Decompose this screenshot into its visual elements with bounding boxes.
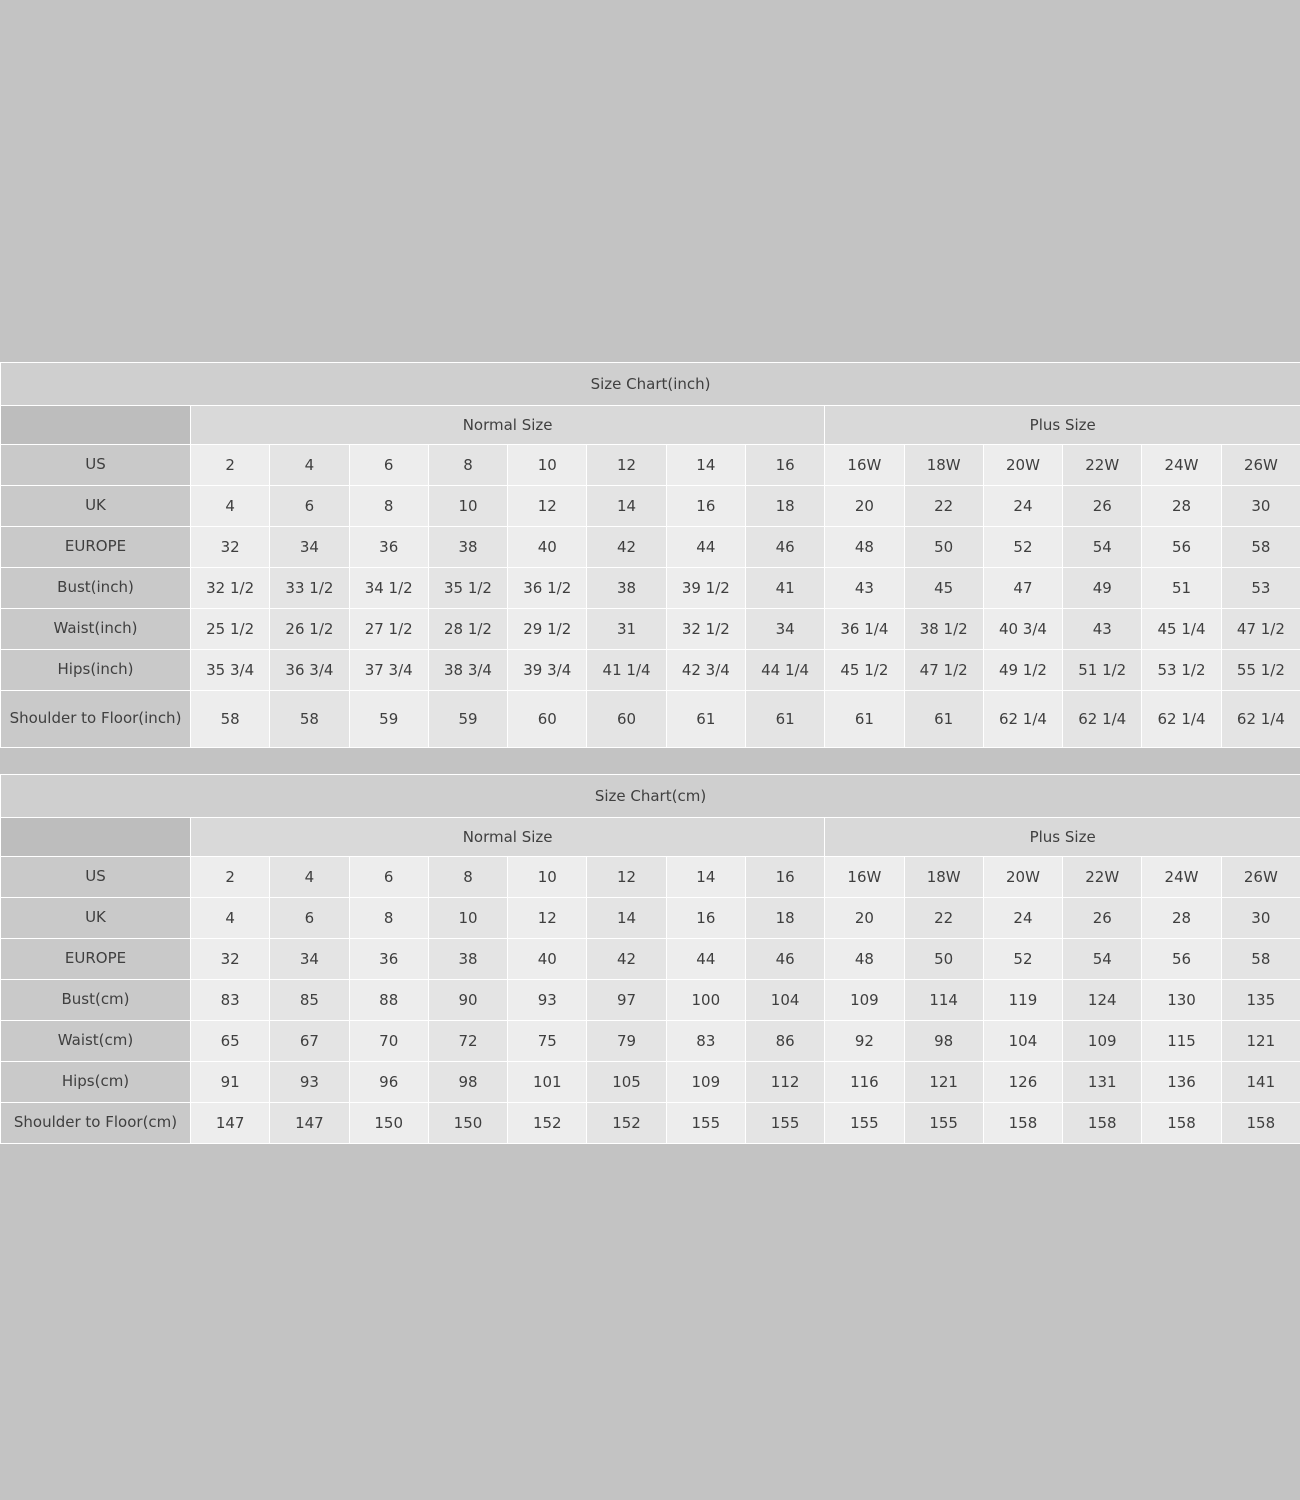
table-cell: 48 [825,939,904,980]
group-header-plus-size: Plus Size [825,818,1300,857]
table-cell: 93 [508,980,587,1021]
table-row [1,568,1300,609]
size-chart-cm [0,774,1300,1144]
chart-title: Size Chart(cm) [1,775,1300,818]
table-cell: 72 [428,1021,507,1062]
table-cell: 150 [349,1103,428,1144]
table-row [1,527,1300,568]
table-cell: 35 1/2 [428,568,507,609]
table-row [1,445,1300,486]
table-cell: 44 [666,527,745,568]
table-cell: 32 [191,939,270,980]
group-header-normal-size: Normal Size [191,818,825,857]
table-cell: 8 [428,857,507,898]
group-header-normal-size: Normal Size [191,406,825,445]
table-cell: 28 [1142,486,1221,527]
table-cell: 152 [587,1103,666,1144]
table-cell: 18 [745,486,824,527]
table-cell: 47 1/2 [1221,609,1300,650]
size-chart-inch [0,362,1300,748]
table-cell: 155 [825,1103,904,1144]
row-label: Bust(inch) [1,568,191,609]
table-cell: 150 [428,1103,507,1144]
table-cell: 51 [1142,568,1221,609]
table-cell: 56 [1142,527,1221,568]
row-label: Hips(cm) [1,1062,191,1103]
table-cell: 8 [428,445,507,486]
table-cell: 26 [1063,486,1142,527]
table-cell: 59 [428,691,507,748]
table-cell: 20 [825,486,904,527]
table-cell: 8 [349,898,428,939]
table-cell: 91 [191,1062,270,1103]
table-cell: 26 [1063,898,1142,939]
table-cell: 147 [191,1103,270,1144]
table-cell: 51 1/2 [1063,650,1142,691]
table-cell: 39 3/4 [508,650,587,691]
table-cell: 36 [349,527,428,568]
row-label: US [1,445,191,486]
table-cell: 16 [745,445,824,486]
table-cell: 58 [1221,527,1300,568]
table-row [1,980,1300,1021]
table-cell: 22 [904,898,983,939]
table-cell: 79 [587,1021,666,1062]
table-title-row [1,363,1300,406]
table-cell: 48 [825,527,904,568]
table-cell: 26W [1221,445,1300,486]
table-cell: 38 [428,939,507,980]
table-row [1,1103,1300,1144]
table-cell: 6 [349,445,428,486]
table-cell: 29 1/2 [508,609,587,650]
table-cell: 42 3/4 [666,650,745,691]
table-cell: 36 [349,939,428,980]
table-cell: 38 [587,568,666,609]
table-cell: 4 [270,445,349,486]
table-cell: 28 [1142,898,1221,939]
table-cell: 44 [666,939,745,980]
table-cell: 50 [904,527,983,568]
table-cell: 12 [508,898,587,939]
table-cell: 40 [508,939,587,980]
table-cell: 28 1/2 [428,609,507,650]
table-cell: 12 [508,486,587,527]
table-cell: 158 [1063,1103,1142,1144]
table-cell: 35 3/4 [191,650,270,691]
table-cell: 2 [191,857,270,898]
table-row [1,939,1300,980]
table-row [1,898,1300,939]
table-cell: 10 [508,445,587,486]
table-cell: 56 [1142,939,1221,980]
table-cell: 30 [1221,486,1300,527]
table-cell: 54 [1063,527,1142,568]
table-cell: 62 1/4 [1221,691,1300,748]
table-cell: 42 [587,939,666,980]
table-cell: 4 [270,857,349,898]
table-cell: 20 [825,898,904,939]
table-cell: 47 1/2 [904,650,983,691]
table-cell: 135 [1221,980,1300,1021]
table-cell: 43 [1063,609,1142,650]
table-cell: 43 [825,568,904,609]
table-row [1,857,1300,898]
row-label: Bust(cm) [1,980,191,1021]
table-cell: 14 [587,898,666,939]
table-cell: 6 [349,857,428,898]
table-cell: 100 [666,980,745,1021]
table-cell: 22 [904,486,983,527]
corner-cell [1,818,191,857]
row-label: Shoulder to Floor(inch) [1,691,191,748]
row-label: Hips(inch) [1,650,191,691]
table-cell: 88 [349,980,428,1021]
table-cell: 16 [666,898,745,939]
table-cell: 41 1/4 [587,650,666,691]
table-cell: 98 [428,1062,507,1103]
table-cell: 97 [587,980,666,1021]
table-cell: 90 [428,980,507,1021]
table-cell: 32 [191,527,270,568]
table-cell: 59 [349,691,428,748]
table-cell: 60 [587,691,666,748]
table-cell: 104 [983,1021,1062,1062]
table-cell: 40 [508,527,587,568]
table-cell: 112 [745,1062,824,1103]
row-label: EUROPE [1,527,191,568]
table-cell: 58 [270,691,349,748]
table-cell: 47 [983,568,1062,609]
table-cell: 4 [191,898,270,939]
table-cell: 16 [745,857,824,898]
table-cell: 25 1/2 [191,609,270,650]
table-cell: 61 [904,691,983,748]
row-label: Shoulder to Floor(cm) [1,1103,191,1144]
row-label: Waist(cm) [1,1021,191,1062]
table-cell: 14 [666,445,745,486]
table-row [1,1062,1300,1103]
table-cell: 158 [983,1103,1062,1144]
table-cell: 158 [1142,1103,1221,1144]
table-cell: 12 [587,445,666,486]
table-cell: 38 1/2 [904,609,983,650]
table-cell: 119 [983,980,1062,1021]
table-cell: 20W [983,857,1062,898]
group-header-row [1,406,1300,445]
table-cell: 33 1/2 [270,568,349,609]
table-cell: 39 1/2 [666,568,745,609]
table-cell: 104 [745,980,824,1021]
table-cell: 58 [191,691,270,748]
table-cell: 49 [1063,568,1142,609]
table-cell: 24W [1142,857,1221,898]
group-header-row [1,818,1300,857]
table-cell: 67 [270,1021,349,1062]
table-cell: 4 [191,486,270,527]
table-cell: 34 [745,609,824,650]
table-cell: 55 1/2 [1221,650,1300,691]
table-cell: 158 [1221,1103,1300,1144]
group-header-plus-size: Plus Size [825,406,1300,445]
table-cell: 36 1/2 [508,568,587,609]
table-cell: 24 [983,486,1062,527]
table-cell: 109 [1063,1021,1142,1062]
table-cell: 12 [587,857,666,898]
table-cell: 18W [904,857,983,898]
row-label: UK [1,486,191,527]
table-cell: 8 [349,486,428,527]
table-cell: 136 [1142,1062,1221,1103]
table-cell: 155 [666,1103,745,1144]
row-label: EUROPE [1,939,191,980]
table-cell: 44 1/4 [745,650,824,691]
table-cell: 114 [904,980,983,1021]
table-cell: 20W [983,445,1062,486]
table-cell: 34 [270,939,349,980]
table-cell: 155 [745,1103,824,1144]
table-cell: 27 1/2 [349,609,428,650]
table-cell: 18 [745,898,824,939]
table-cell: 52 [983,939,1062,980]
table-cell: 26 1/2 [270,609,349,650]
table-cell: 141 [1221,1062,1300,1103]
table-cell: 42 [587,527,666,568]
table-cell: 38 [428,527,507,568]
table-cell: 24 [983,898,1062,939]
table-cell: 32 1/2 [191,568,270,609]
table-cell: 37 3/4 [349,650,428,691]
table-cell: 34 [270,527,349,568]
table-cell: 131 [1063,1062,1142,1103]
table-cell: 85 [270,980,349,1021]
table-row [1,486,1300,527]
table-cell: 54 [1063,939,1142,980]
table-cell: 83 [191,980,270,1021]
table-title-row [1,775,1300,818]
table-cell: 147 [270,1103,349,1144]
row-label: UK [1,898,191,939]
table-cell: 16W [825,857,904,898]
corner-cell [1,406,191,445]
table-cell: 126 [983,1062,1062,1103]
table-cell: 6 [270,898,349,939]
table-cell: 31 [587,609,666,650]
table-cell: 86 [745,1021,824,1062]
table-cell: 61 [825,691,904,748]
row-label: US [1,857,191,898]
table-row [1,691,1300,748]
table-cell: 46 [745,939,824,980]
table-cell: 58 [1221,939,1300,980]
table-cell: 34 1/2 [349,568,428,609]
table-cell: 18W [904,445,983,486]
table-cell: 45 1/2 [825,650,904,691]
table-cell: 16 [666,486,745,527]
table-row [1,609,1300,650]
table-cell: 32 1/2 [666,609,745,650]
table-cell: 14 [666,857,745,898]
table-cell: 92 [825,1021,904,1062]
table-cell: 6 [270,486,349,527]
table-cell: 26W [1221,857,1300,898]
table-cell: 36 3/4 [270,650,349,691]
table-cell: 40 3/4 [983,609,1062,650]
table-cell: 36 1/4 [825,609,904,650]
table-cell: 121 [1221,1021,1300,1062]
table-cell: 62 1/4 [1063,691,1142,748]
table-cell: 14 [587,486,666,527]
table-cell: 96 [349,1062,428,1103]
table-cell: 52 [983,527,1062,568]
table-cell: 16W [825,445,904,486]
table-cell: 22W [1063,857,1142,898]
table-cell: 10 [428,486,507,527]
table-cell: 60 [508,691,587,748]
table-cell: 61 [745,691,824,748]
chart-title: Size Chart(inch) [1,363,1300,406]
table-cell: 121 [904,1062,983,1103]
table-cell: 50 [904,939,983,980]
table-cell: 75 [508,1021,587,1062]
table-cell: 38 3/4 [428,650,507,691]
table-cell: 45 [904,568,983,609]
table-cell: 10 [508,857,587,898]
table-cell: 10 [428,898,507,939]
table-cell: 115 [1142,1021,1221,1062]
table-cell: 22W [1063,445,1142,486]
table-cell: 45 1/4 [1142,609,1221,650]
table-row [1,650,1300,691]
table-cell: 62 1/4 [1142,691,1221,748]
size-table-cm [0,774,1300,1144]
table-cell: 109 [825,980,904,1021]
row-label: Waist(inch) [1,609,191,650]
table-cell: 61 [666,691,745,748]
table-cell: 24W [1142,445,1221,486]
table-cell: 49 1/2 [983,650,1062,691]
table-cell: 41 [745,568,824,609]
table-cell: 46 [745,527,824,568]
table-cell: 105 [587,1062,666,1103]
table-cell: 101 [508,1062,587,1103]
table-cell: 109 [666,1062,745,1103]
table-cell: 53 1/2 [1142,650,1221,691]
table-cell: 83 [666,1021,745,1062]
table-cell: 2 [191,445,270,486]
table-cell: 155 [904,1103,983,1144]
table-row [1,1021,1300,1062]
table-cell: 152 [508,1103,587,1144]
table-cell: 30 [1221,898,1300,939]
table-cell: 124 [1063,980,1142,1021]
table-cell: 53 [1221,568,1300,609]
table-cell: 98 [904,1021,983,1062]
table-cell: 70 [349,1021,428,1062]
table-cell: 65 [191,1021,270,1062]
table-cell: 130 [1142,980,1221,1021]
size-table-inch [0,362,1300,748]
table-cell: 93 [270,1062,349,1103]
table-cell: 116 [825,1062,904,1103]
table-cell: 62 1/4 [983,691,1062,748]
